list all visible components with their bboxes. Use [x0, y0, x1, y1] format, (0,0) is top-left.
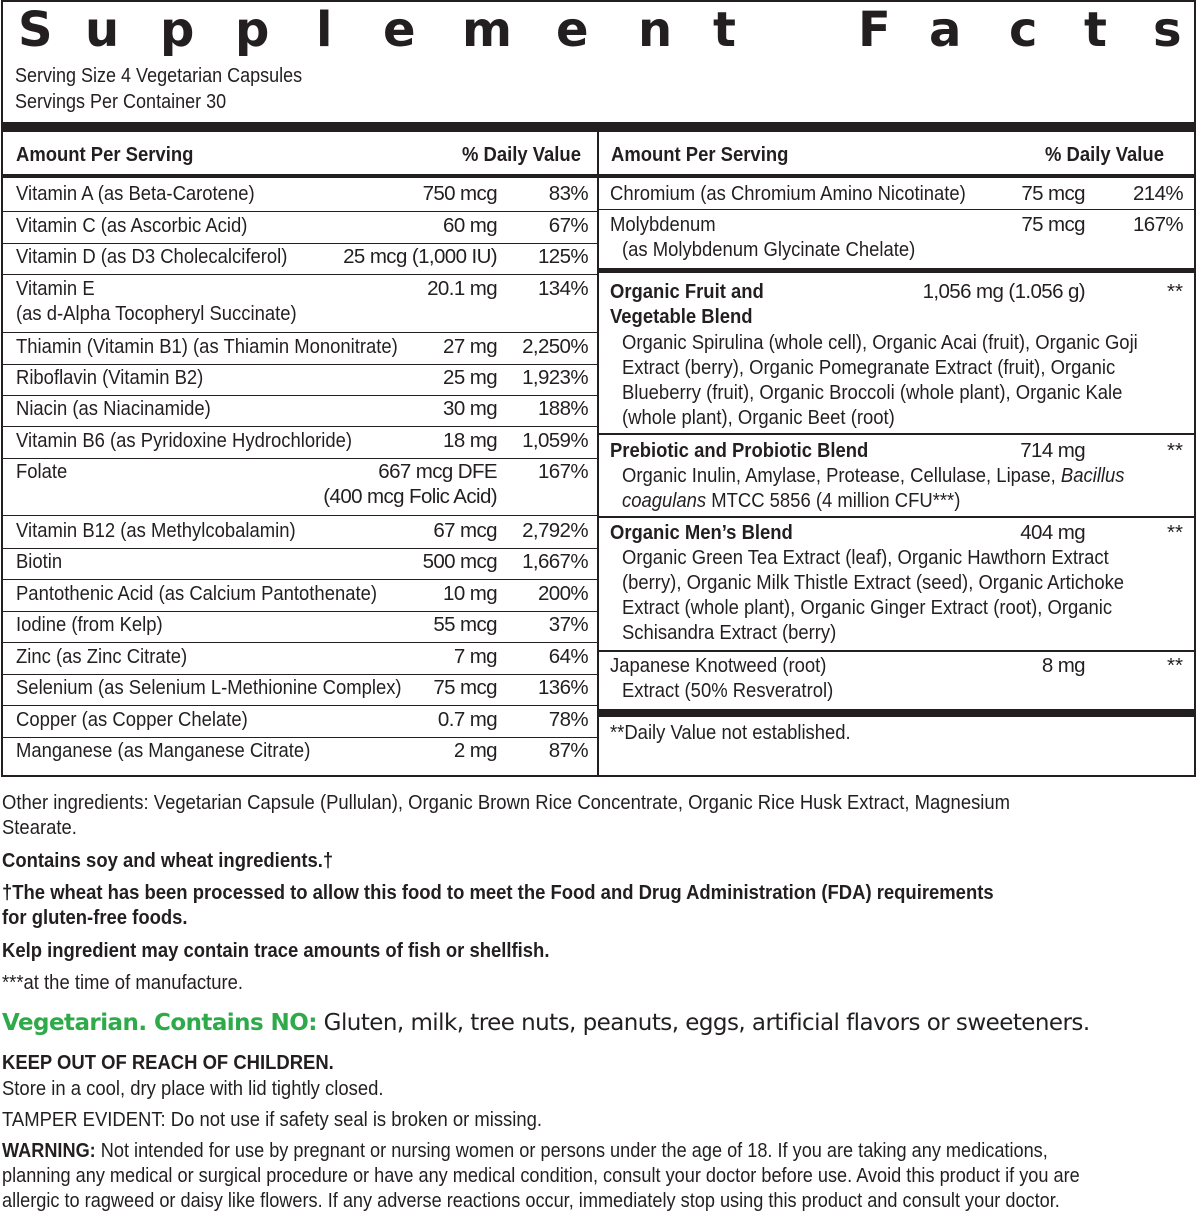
- nutrient-daily-value: 1,667%: [522, 550, 588, 573]
- row-divider: [599, 650, 1195, 652]
- species-name: coagulans: [622, 489, 707, 512]
- nutrient-amount: 18 mg: [443, 429, 497, 452]
- keep-out-warning: KEEP OUT OF REACH OF CHILDREN.: [2, 1051, 334, 1074]
- blend-ingredients: Extract (whole plant), Organic Ginger Extract (root), Organic: [622, 596, 1113, 619]
- nutrient-daily-value: 134%: [537, 277, 588, 300]
- blend-ingredients: Organic Green Tea Extract (leaf), Organic Hawthorn Extract: [622, 546, 1109, 569]
- blend-ingredients: [622, 463, 1125, 488]
- nutrient-amount: 20.1 mg: [427, 277, 497, 300]
- kelp-note: Kelp ingredient may contain trace amounts of fish or shellfish.: [2, 939, 550, 962]
- row-divider: [3, 515, 597, 516]
- nutrient-amount: 750 mcg: [422, 182, 497, 205]
- storage-instructions: Store in a cool, dry place with lid tightly closed.: [2, 1077, 384, 1100]
- nutrient-name: Folate: [16, 460, 68, 483]
- nutrient-amount: 25 mg: [443, 366, 497, 389]
- title-letter: m: [462, 2, 513, 58]
- nutrient-name: Zinc (as Zinc Citrate): [16, 645, 188, 668]
- nutrient-name: Vitamin D (as D3 Cholecalciferol): [16, 245, 288, 268]
- title-letter: S: [18, 2, 53, 58]
- nutrient-amount: 75 mcg: [1021, 213, 1085, 236]
- warning-line: Not intended for use by pregnant or nursing women or persons under the age of 18. If you are taking any medications,: [95, 1139, 1048, 1162]
- nutrient-daily-value: 2,792%: [522, 519, 588, 542]
- title-letter: l: [316, 2, 333, 58]
- nutrient-name: Molybdenum: [610, 213, 716, 236]
- title-letter: a: [929, 2, 962, 58]
- nutrient-amount: 7 mg: [453, 645, 497, 668]
- nutrient-name: Thiamin (Vitamin B1) (as Thiamin Mononitrate): [16, 335, 398, 358]
- nutrient-name: Riboflavin (Vitamin B2): [16, 366, 204, 389]
- thick-divider-top: [3, 122, 1195, 132]
- nutrient-daily-value: 1,059%: [522, 429, 588, 452]
- nutrient-daily-value: 188%: [537, 397, 588, 420]
- vegetarian-statement: [2, 1008, 1090, 1038]
- nutrient-name: Vitamin B12 (as Methylcobalamin): [16, 519, 296, 542]
- blend-ingredients-text: MTCC 5856 (4 million CFU***): [706, 489, 961, 512]
- blend-name: Vegetable Blend: [610, 305, 753, 328]
- tamper-evident-note: TAMPER EVIDENT: Do not use if safety seal is broken or missing.: [2, 1108, 543, 1131]
- nutrient-daily-value: 200%: [537, 582, 588, 605]
- section-rule: [599, 268, 1195, 273]
- wheat-note: for gluten-free foods.: [2, 906, 188, 929]
- title-letter: t: [713, 2, 736, 58]
- nutrient-amount: 25 mcg (1,000 IU): [343, 245, 497, 268]
- nutrient-amount: 75 mcg: [1021, 182, 1085, 205]
- nutrient-name: Iodine (from Kelp): [16, 613, 163, 636]
- title-letter: u: [85, 2, 120, 58]
- blend-daily-value: **: [1167, 439, 1183, 462]
- nutrient-name: Vitamin C (as Ascorbic Acid): [16, 214, 248, 237]
- blend-ingredients: [622, 488, 960, 513]
- warning-line: allergic to ragweed or daisy like flowers. If any adverse reactions occur, immediately stop using this product and consult your doctor.: [2, 1189, 1060, 1212]
- blend-ingredients: Schisandra Extract (berry): [622, 621, 837, 644]
- nutrient-amount: 500 mcg: [422, 550, 497, 573]
- left-header-amount: Amount Per Serving: [16, 143, 194, 166]
- title-letter: c: [1009, 2, 1038, 58]
- nutrient-daily-value: 2,250%: [522, 335, 588, 358]
- supplement-facts-title: [0, 4, 1200, 56]
- blend-daily-value: **: [1167, 654, 1183, 677]
- daily-value-note: **Daily Value not established.: [610, 721, 851, 744]
- nutrient-subname: (as Molybdenum Glycinate Chelate): [622, 238, 916, 261]
- blend-ingredients: (whole plant), Organic Beet (root): [622, 406, 895, 429]
- nutrient-daily-value: 1,923%: [522, 366, 588, 389]
- nutrient-name: Biotin: [16, 550, 63, 573]
- vegetarian-text: Gluten, milk, tree nuts, peanuts, eggs, artificial flavors or sweeteners.: [316, 1010, 1090, 1036]
- row-divider: [599, 209, 1195, 210]
- nutrient-daily-value: 214%: [1132, 182, 1183, 205]
- blend-name: Organic Men’s Blend: [610, 521, 793, 544]
- blend-amount: 1,056 mg (1.056 g): [922, 280, 1085, 303]
- row-divider: [3, 426, 597, 427]
- title-letter: s: [1153, 2, 1182, 58]
- left-header-dv: % Daily Value: [462, 143, 581, 166]
- other-ingredients: Other ingredients: Vegetarian Capsule (Pullulan), Organic Brown Rice Concentrate, Organic Rice Husk Extract, Magnesium: [2, 791, 1011, 814]
- manufacture-note: ***at the time of manufacture.: [2, 971, 244, 994]
- nutrient-name: Niacin (as Niacinamide): [16, 397, 211, 420]
- title-letter: n: [638, 2, 673, 58]
- warning-text: [2, 1188, 1060, 1213]
- row-divider: [3, 705, 597, 706]
- title-letter: e: [556, 2, 589, 58]
- nutrient-amount: 27 mg: [443, 335, 497, 358]
- title-letter: p: [235, 2, 270, 58]
- nutrient-amount: 67 mcg: [433, 519, 497, 542]
- title-letter: t: [1084, 2, 1107, 58]
- blend-subname: Extract (50% Resveratrol): [622, 679, 834, 702]
- blend-ingredients: (berry), Organic Milk Thistle Extract (seed), Organic Artichoke: [622, 571, 1125, 594]
- row-divider: [3, 642, 597, 643]
- warning-label: WARNING:: [2, 1139, 96, 1162]
- row-divider: [3, 579, 597, 580]
- blend-ingredients-text: Organic Inulin, Amylase, Protease, Cellulase, Lipase,: [622, 464, 1061, 487]
- nutrient-amount: 667 mcg DFE: [378, 460, 497, 483]
- right-header-amount: Amount Per Serving: [611, 143, 789, 166]
- title-letter: F: [858, 2, 891, 58]
- nutrient-name: Vitamin B6 (as Pyridoxine Hydrochloride): [16, 429, 353, 452]
- blend-amount: 714 mg: [1020, 439, 1085, 462]
- vegetarian-label: Vegetarian. Contains NO:: [2, 1010, 317, 1036]
- blend-ingredients: Organic Spirulina (whole cell), Organic Acai (fruit), Organic Goji: [622, 331, 1138, 354]
- other-ingredients: Stearate.: [2, 816, 77, 839]
- nutrient-amount: 10 mg: [443, 582, 497, 605]
- nutrient-name: Copper (as Copper Chelate): [16, 708, 248, 731]
- thick-divider-bottom: [599, 709, 1195, 717]
- allergen-statement: Contains soy and wheat ingredients.†: [2, 849, 334, 872]
- title-letter: e: [383, 2, 416, 58]
- nutrient-daily-value: 67%: [548, 214, 588, 237]
- nutrient-name: Pantothenic Acid (as Calcium Pantothenate): [16, 582, 378, 605]
- nutrient-name: Selenium (as Selenium L-Methionine Complex): [16, 676, 402, 699]
- nutrient-daily-value: 37%: [548, 613, 588, 636]
- nutrient-daily-value: 78%: [548, 708, 588, 731]
- nutrient-name: (as d-Alpha Tocopheryl Succinate): [16, 302, 297, 325]
- nutrient-amount: (400 mcg Folic Acid): [323, 485, 497, 508]
- wheat-note: †The wheat has been processed to allow this food to meet the Food and Drug Administration (FDA) requirements: [2, 881, 994, 904]
- nutrient-daily-value: 87%: [548, 739, 588, 762]
- nutrient-daily-value: 125%: [537, 245, 588, 268]
- nutrient-daily-value: 167%: [537, 460, 588, 483]
- row-divider: [599, 516, 1195, 518]
- nutrient-name: Chromium (as Chromium Amino Nicotinate): [610, 182, 966, 205]
- blend-ingredients: Blueberry (fruit), Organic Broccoli (whole plant), Organic Kale: [622, 381, 1123, 404]
- nutrient-daily-value: 83%: [548, 182, 588, 205]
- nutrient-name: Manganese (as Manganese Citrate): [16, 739, 311, 762]
- warning-line: planning any medical or surgical procedure or have any medical condition, consult your doctor before use. Avoid this product if you are: [2, 1164, 1080, 1187]
- column-divider: [597, 132, 599, 775]
- blend-amount: 404 mg: [1020, 521, 1085, 544]
- right-header-dv: % Daily Value: [1045, 143, 1164, 166]
- nutrient-daily-value: 136%: [537, 676, 588, 699]
- nutrient-amount: 55 mcg: [433, 613, 497, 636]
- nutrient-daily-value: 167%: [1132, 213, 1183, 236]
- nutrient-amount: 30 mg: [443, 397, 497, 420]
- serving-size: Serving Size 4 Vegetarian Capsules: [15, 65, 303, 87]
- row-divider: [3, 211, 597, 212]
- nutrient-name: Vitamin A (as Beta-Carotene): [16, 182, 255, 205]
- nutrient-amount: 2 mg: [453, 739, 497, 762]
- blend-name: Japanese Knotweed (root): [610, 654, 827, 677]
- servings-per-container: Servings Per Container 30: [15, 91, 227, 113]
- left-header-rule: [3, 174, 597, 178]
- blend-ingredients: Extract (berry), Organic Pomegranate Extract (fruit), Organic: [622, 356, 1116, 379]
- row-divider: [3, 274, 597, 275]
- warning-text: [2, 1138, 1048, 1163]
- nutrient-amount: 75 mcg: [433, 676, 497, 699]
- blend-name: Prebiotic and Probiotic Blend: [610, 439, 869, 462]
- warning-text: [2, 1163, 1080, 1188]
- title-letter: p: [160, 2, 195, 58]
- nutrient-daily-value: 64%: [548, 645, 588, 668]
- blend-amount: 8 mg: [1041, 654, 1085, 677]
- row-divider: [599, 433, 1195, 435]
- blend-name: Organic Fruit and: [610, 280, 764, 303]
- species-name: Bacillus: [1060, 464, 1125, 487]
- nutrient-name: Vitamin E: [16, 277, 95, 300]
- blend-daily-value: **: [1167, 521, 1183, 544]
- right-header-rule: [599, 174, 1195, 178]
- nutrient-amount: 60 mg: [443, 214, 497, 237]
- row-divider: [3, 332, 597, 333]
- nutrient-amount: 0.7 mg: [437, 708, 497, 731]
- blend-daily-value: **: [1167, 280, 1183, 303]
